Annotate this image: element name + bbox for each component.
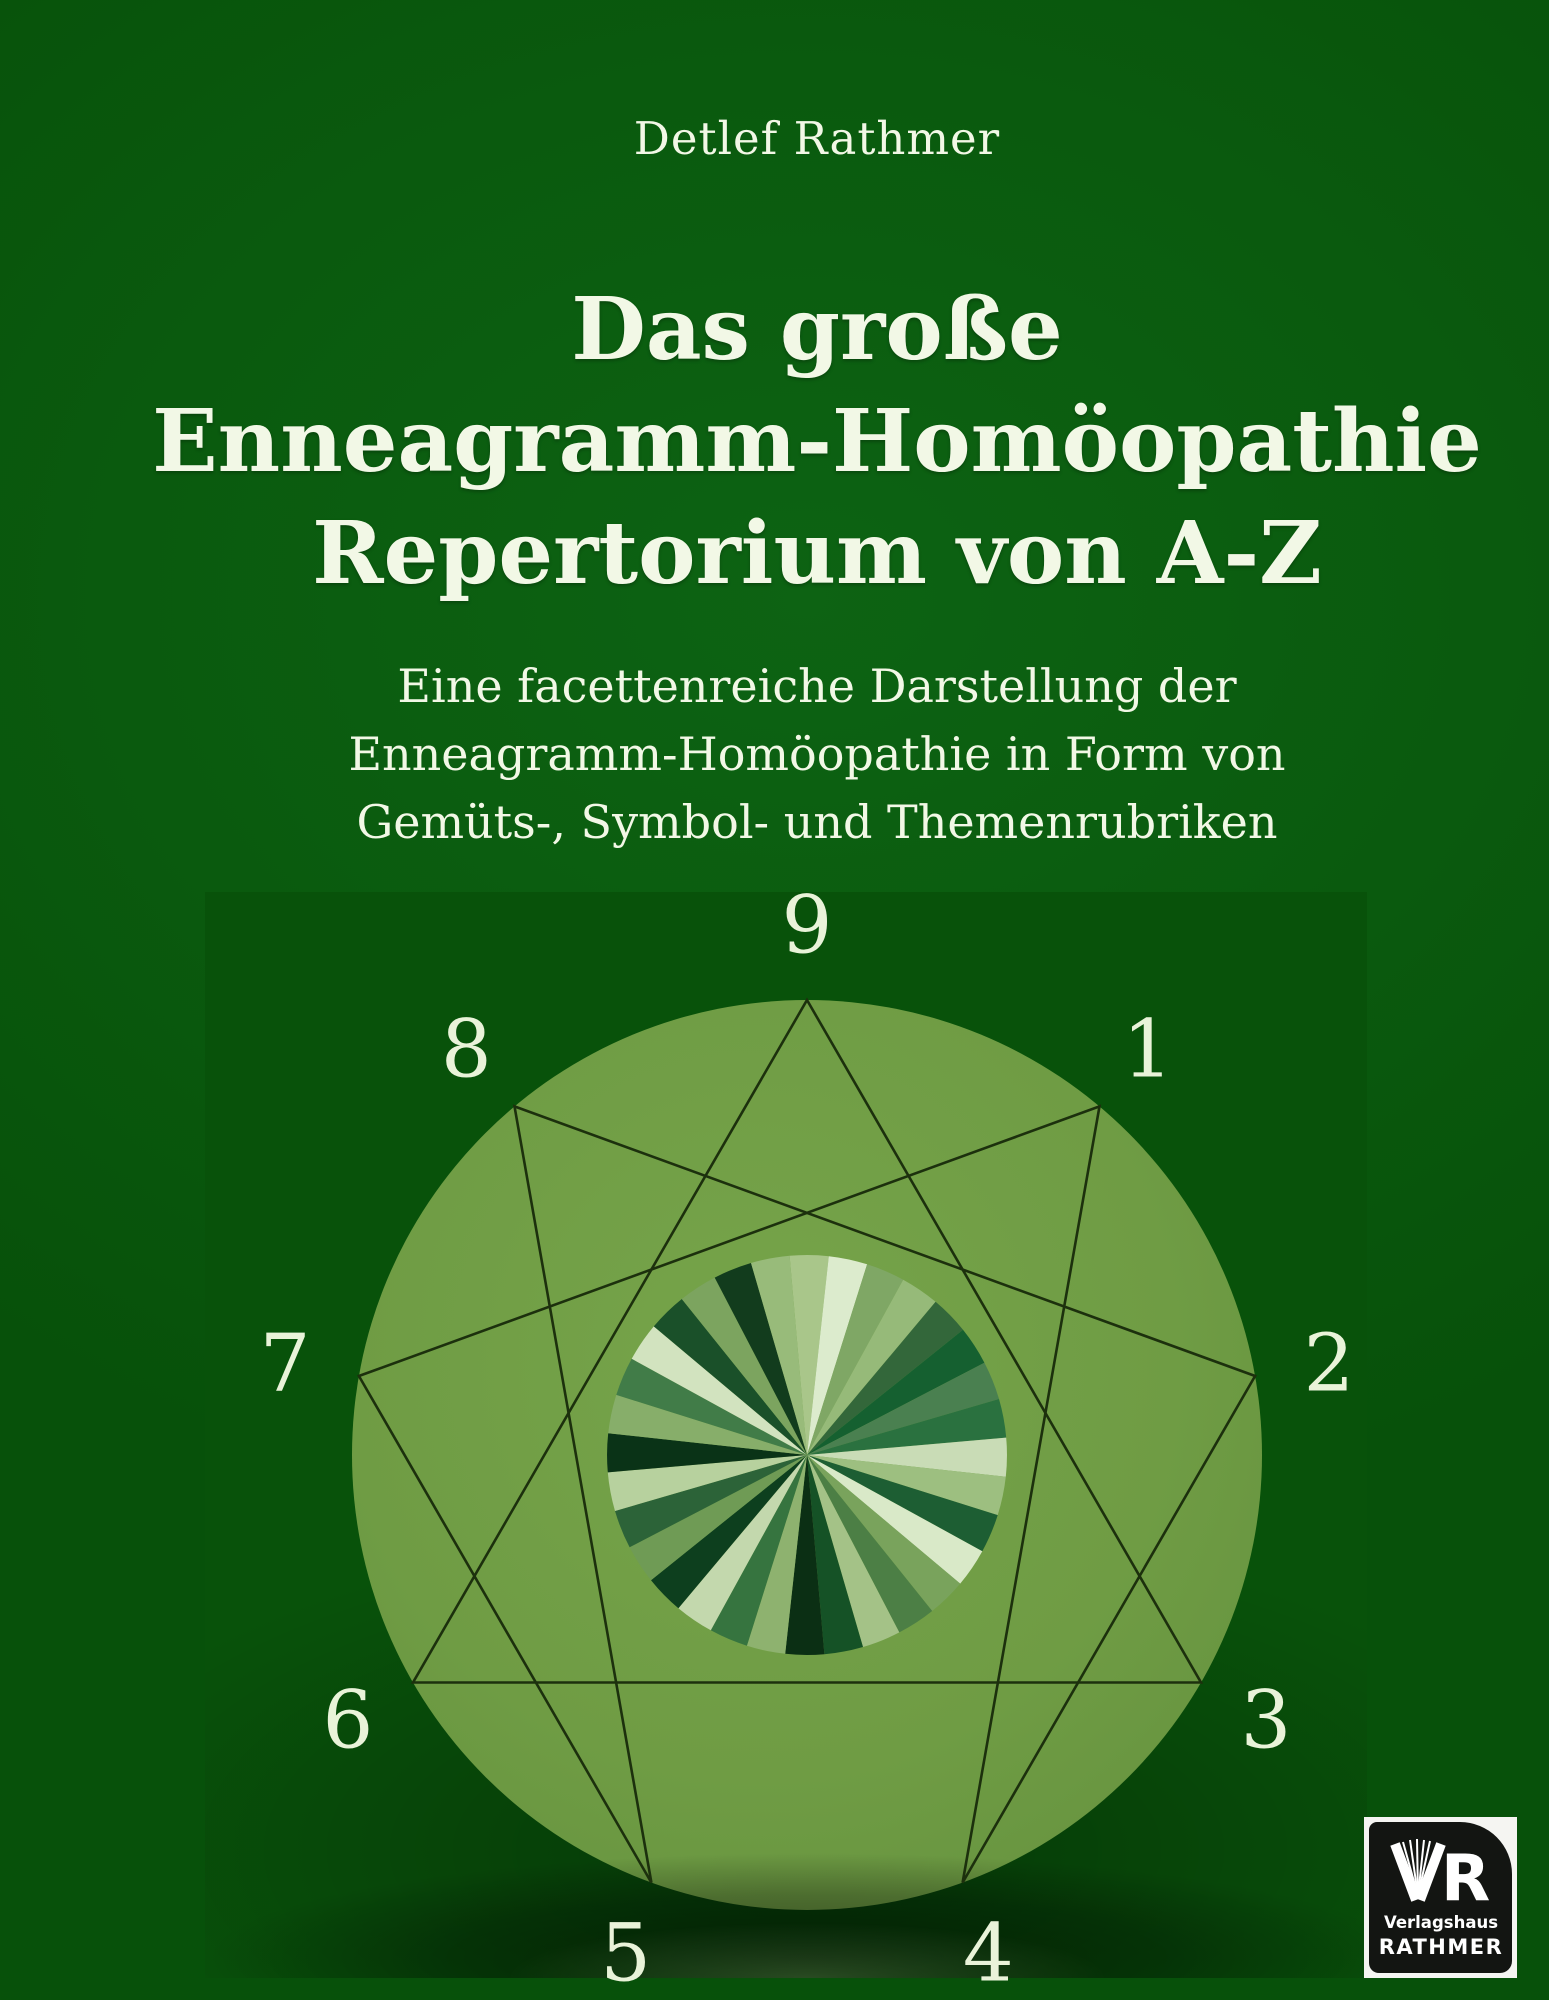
enneagram-label-4: 4 xyxy=(962,1906,1014,2000)
logo-publisher-line2: RATHMER xyxy=(1378,1935,1504,1959)
logo-publisher-line1: Verlagshaus xyxy=(1383,1913,1499,1932)
title-line-2: Enneagramm-Homöopathie xyxy=(152,391,1482,492)
enneagram-label-3: 3 xyxy=(1240,1673,1292,1767)
author-name: Detlef Rathmer xyxy=(633,112,1001,165)
enneagram-label-9: 9 xyxy=(781,878,833,972)
subtitle-line-3: Gemüts-, Symbol- und Themenrubriken xyxy=(356,795,1278,849)
enneagram-label-2: 2 xyxy=(1303,1316,1355,1410)
logo-monogram-r: R xyxy=(1441,1842,1491,1916)
publisher-logo xyxy=(1364,1817,1517,1978)
enneagram-label-1: 1 xyxy=(1122,1002,1174,1096)
publisher-logo-plate xyxy=(1369,1822,1512,1973)
vr-logo-monogram-icon xyxy=(1369,1822,1512,1973)
title-line-3: Repertorium von A-Z xyxy=(312,503,1322,604)
title-line-1: Das große xyxy=(571,279,1063,380)
subtitle-line-2: Enneagramm-Homöopathie in Form von xyxy=(348,727,1286,781)
enneagram-label-8: 8 xyxy=(440,1002,492,1096)
enneagram-label-5: 5 xyxy=(600,1906,652,2000)
subtitle-line-1: Eine facettenreiche Darstellung der xyxy=(397,659,1237,713)
enneagram-label-7: 7 xyxy=(259,1316,311,1410)
enneagram-label-6: 6 xyxy=(322,1673,374,1767)
